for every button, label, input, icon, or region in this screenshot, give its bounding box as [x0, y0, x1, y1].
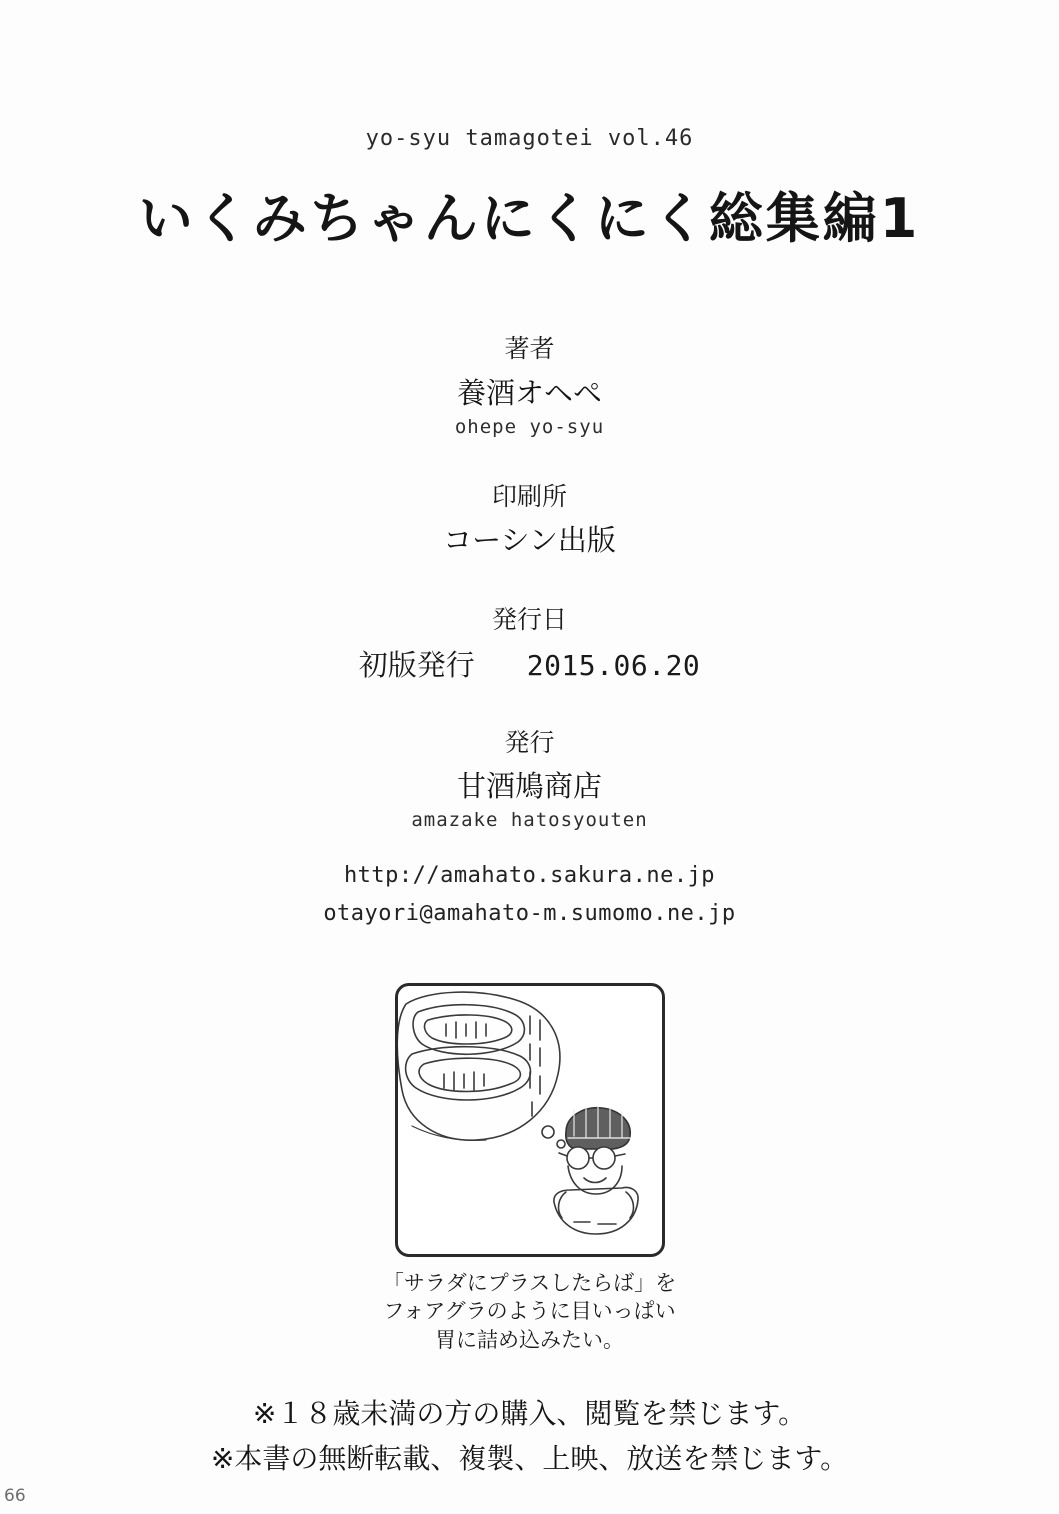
- publish-date-value: 2015.06.20: [526, 648, 701, 682]
- illustration-drawing: [398, 986, 662, 1254]
- contact-block: [0, 857, 1059, 932]
- email-link[interactable]: otayori@amahato-m.sumomo.ne.jp: [323, 900, 736, 926]
- credit-block-printer: [0, 478, 1059, 562]
- credit-block-publish-date: [0, 601, 1059, 684]
- publisher-romanization: amazake hatosyouten: [411, 809, 648, 832]
- page-number: 66: [4, 1486, 26, 1506]
- publish-date-row: [0, 643, 1059, 684]
- publish-edition: 初版発行: [358, 647, 475, 682]
- website-link[interactable]: http://amahato.sakura.ne.jp: [343, 863, 716, 889]
- notice-copyright: ※本書の無断転載、複製、上映、放送を禁じます。: [210, 1441, 849, 1475]
- credit-label: 著者: [504, 334, 555, 363]
- credit-block-publisher: [0, 724, 1059, 932]
- caption-line-3: 胃に詰め込みたい。: [434, 1327, 624, 1352]
- credit-value: コーシン出版: [443, 523, 616, 558]
- notice-age-restriction: ※１８歳未満の方の購入、閲覧を禁じます。: [252, 1397, 807, 1430]
- credit-romanization: ohepe yo-syu: [454, 415, 605, 438]
- illustration-caption: [383, 1269, 676, 1354]
- illustration-area: [0, 983, 1059, 1354]
- publish-date-label: 発行日: [491, 605, 567, 635]
- notices-section: [0, 1392, 1059, 1482]
- caption-line-2: フォアグラのように目いっぱい: [383, 1299, 676, 1324]
- page-title: いくみちゃんにくにく総集編1: [138, 187, 921, 250]
- caption-line-1: 「サラダにプラスしたらば」を: [382, 1271, 677, 1295]
- series-line: yo-syu tamagotei vol.46: [365, 126, 694, 151]
- credit-block-author: [0, 330, 1059, 438]
- credits-section: [0, 330, 1059, 972]
- publisher-value: 甘酒鳩商店: [456, 769, 602, 804]
- illustration-frame: [395, 983, 665, 1257]
- credit-label: 印刷所: [491, 481, 567, 511]
- credit-value: 養酒オヘペ: [456, 375, 602, 410]
- publisher-label: 発行: [504, 727, 555, 757]
